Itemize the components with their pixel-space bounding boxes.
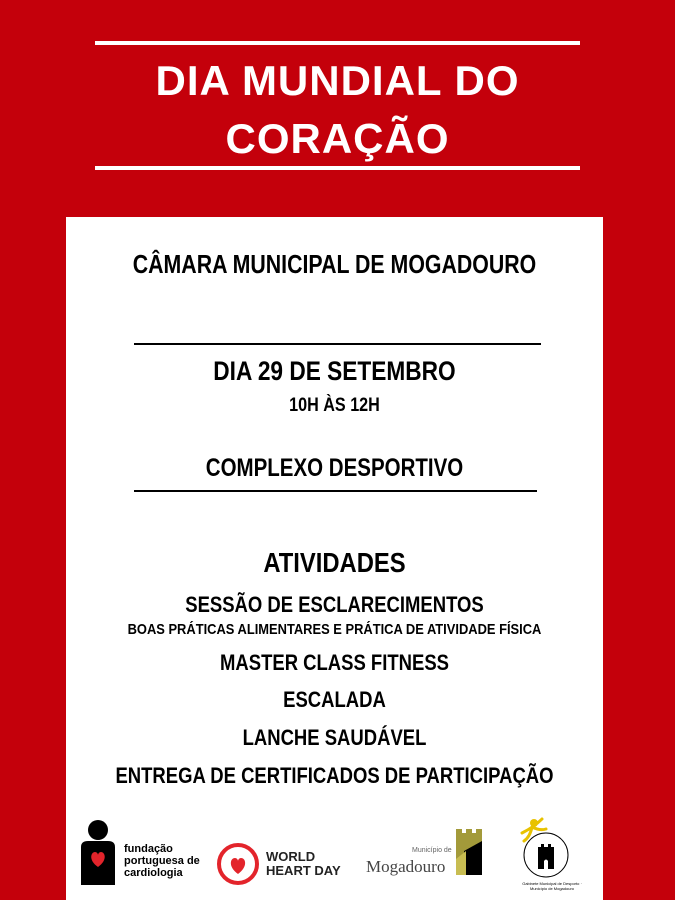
fpc-line-1: fundação bbox=[124, 843, 173, 855]
fpc-line-2: portuguesa de bbox=[124, 855, 200, 867]
whd-line-1: WORLD bbox=[266, 849, 316, 864]
divider-bottom bbox=[134, 490, 537, 492]
world-heart-day-logo bbox=[216, 842, 356, 892]
mogadouro-name: Mogadouro bbox=[366, 857, 446, 876]
mogadouro-small-text: Município de bbox=[412, 847, 452, 854]
activity-item-2: MASTER CLASS FITNESS bbox=[220, 650, 449, 675]
event-date: DIA 29 DE SETEMBRO bbox=[213, 356, 456, 386]
activity-item-3: ESCALADA bbox=[283, 687, 386, 712]
person-heart-icon bbox=[78, 819, 118, 885]
fpc-logo bbox=[78, 817, 228, 887]
castle-tower-icon bbox=[452, 829, 486, 875]
fpc-line-3: cardiologia bbox=[124, 867, 183, 879]
event-time: 10H ÀS 12H bbox=[289, 395, 380, 416]
event-panel bbox=[66, 217, 603, 900]
title-bottom-rule bbox=[95, 166, 580, 170]
activity-item-4: LANCHE SAUDÁVEL bbox=[242, 725, 427, 750]
organizer: CÂMARA MUNICIPAL DE MOGADOURO bbox=[132, 249, 537, 279]
event-venue: COMPLEXO DESPORTIVO bbox=[205, 454, 464, 482]
divider-top bbox=[134, 343, 541, 345]
activity-item-1: SESSÃO DE ESCLARECIMENTOS bbox=[185, 592, 484, 617]
gabinete-text: Gabinete Municipal de Desporto · Município de Mogadouro bbox=[522, 881, 582, 891]
whd-line-2: HEART DAY bbox=[266, 863, 341, 878]
title-line-1: DIA MUNDIAL DO bbox=[155, 57, 520, 104]
title-top-rule bbox=[95, 41, 580, 45]
page-title bbox=[0, 52, 675, 168]
activity-item-1-detail: BOAS PRÁTICAS ALIMENTARES E PRÁTICA DE ATIVIDADE FÍSICA bbox=[127, 621, 542, 638]
title-line-2: CORAÇÃO bbox=[225, 115, 450, 162]
gabinete-desporto-logo bbox=[512, 811, 582, 893]
mogadouro-logo bbox=[364, 827, 494, 889]
heart-swirl-icon bbox=[216, 842, 260, 886]
activities-heading: ATIVIDADES bbox=[263, 547, 406, 578]
activity-item-5: ENTREGA DE CERTIFICADOS DE PARTICIPAÇÃO bbox=[115, 763, 554, 788]
